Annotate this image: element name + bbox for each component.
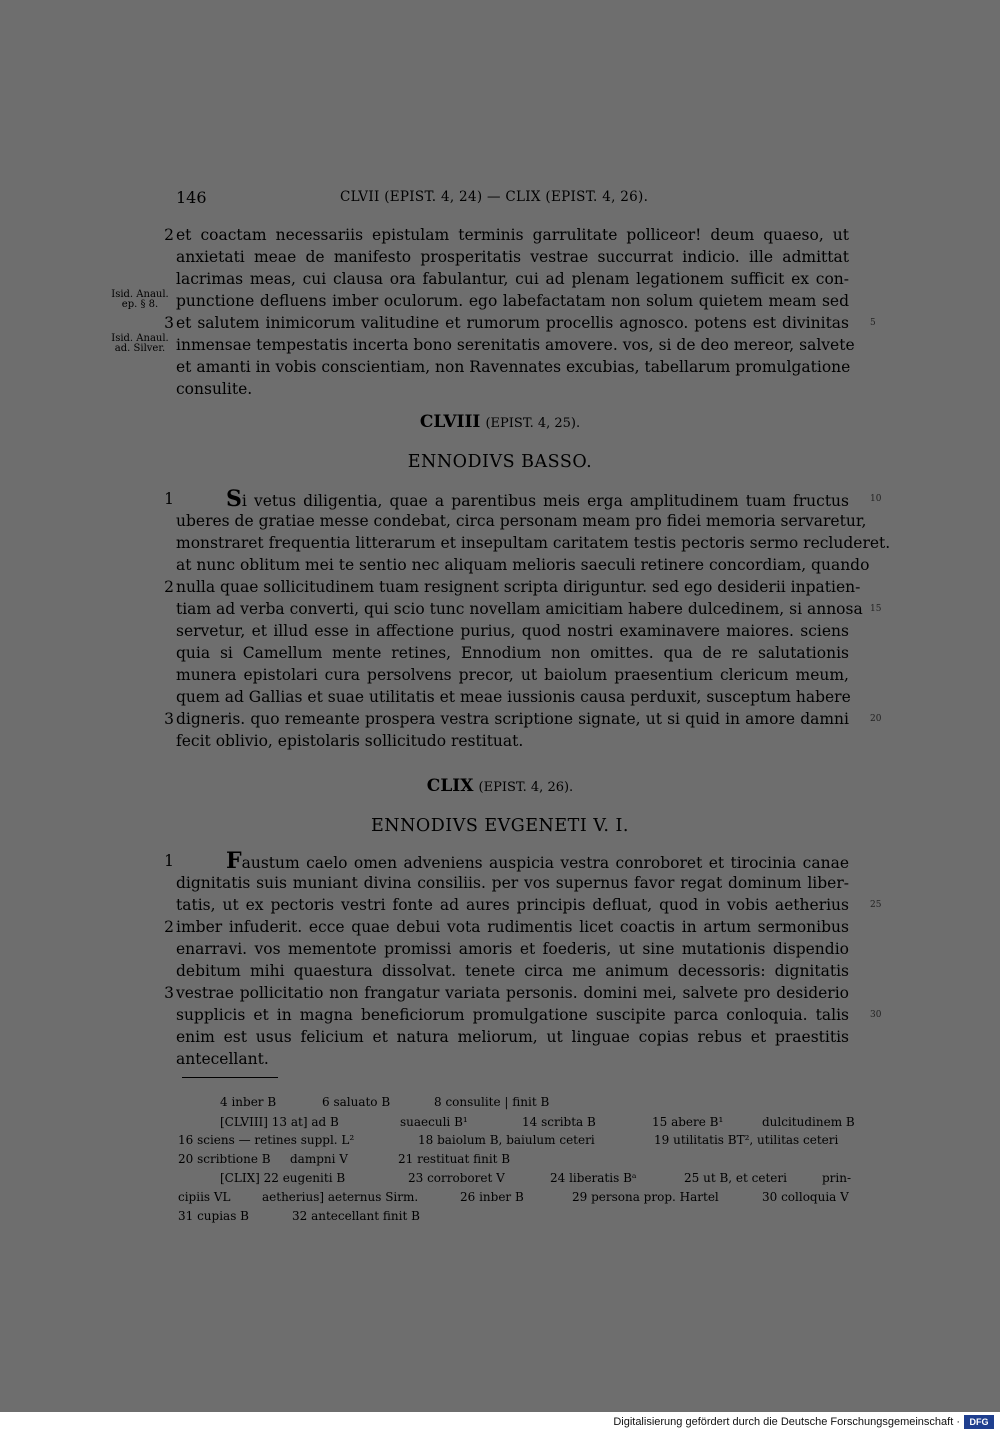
line-number: 2 — [164, 226, 174, 244]
text-line: munera epistolari cura persolvens precor, ut baiolum praesentium clericum meum, — [176, 666, 849, 684]
letter-heading — [0, 412, 1000, 432]
footnote-entry: dampni V — [290, 1152, 348, 1166]
text-line: et coactam necessariis epistulam terminis garrulitate polliceor! deum quaeso, ut — [176, 226, 849, 244]
margin-reference: Isid. Anaul. ep. § 8. — [111, 289, 169, 310]
line-number: 3 — [164, 984, 174, 1002]
footnote-entry: 6 saluato B — [322, 1095, 391, 1109]
footnote-entry: 30 colloquia V — [762, 1190, 849, 1204]
right-line-number: 15 — [870, 604, 882, 614]
text-line-first — [226, 850, 849, 872]
right-line-number: 5 — [870, 318, 876, 328]
text-line: uberes de gratiae messe condebat, circa personam meam pro fidei memoria servaretur, — [176, 512, 867, 530]
text-line: nulla quae sollicitudinem tuam resignent scripta diriguntur. sed ego desiderii inpatien- — [176, 578, 861, 596]
text-line: quem ad Gallias et suae utilitatis et meae iussionis causa perduxit, susceptum habere — [176, 688, 851, 706]
footnote-entry: 29 persona prop. Hartel — [572, 1190, 719, 1204]
letter-heading — [0, 776, 1000, 796]
footnote-entry: 23 corroboret V — [408, 1171, 505, 1185]
text-line: debitum mihi quaestura dissolvat. tenete circa me animum decessoris: dignitatis — [176, 962, 849, 980]
text-line: quia si Camellum mente retines, Ennodium non omittes. qua de re salutationis — [176, 644, 849, 662]
right-line-number: 25 — [870, 900, 882, 910]
initial-letter: S — [226, 486, 242, 512]
text-line: punctione defluens imber oculorum. ego labefactatam non solum quietem meam sed — [176, 292, 849, 310]
footnote-entry: 24 liberatis Bᵃ — [550, 1171, 637, 1185]
footnote-entry: 8 consulite | finit B — [434, 1095, 550, 1109]
text-line: enarravi. vos mementote promissi amoris et foederis, ut sine mutationis dispendio — [176, 940, 849, 958]
footnote-entry: 25 ut B, et ceteri — [684, 1171, 787, 1185]
footnote-entry: 20 scribtione B — [178, 1152, 271, 1166]
footnote-entry: 4 inber B — [220, 1095, 277, 1109]
text-line: at nunc oblitum mei te sentio nec aliquam melioris saeculi retinere concordiam, quando — [176, 556, 870, 574]
footnote-entry: 21 restituat finit B — [398, 1152, 511, 1166]
line-number: 2 — [164, 918, 174, 936]
page-number: 146 — [176, 188, 207, 207]
letter-address: ENNODIVS BASSO. — [407, 452, 593, 472]
digitization-footer — [0, 1412, 1000, 1434]
text-line: servetur, et illud esse in affectione purius, quod nostri examinavere maiores. sciens — [176, 622, 849, 640]
text-line: vestrae pollicitatio non frangatur variata personis. domini mei, salvete pro desiderio — [176, 984, 849, 1002]
footnote-entry: prin- — [822, 1171, 852, 1185]
footnote-entry: [CLIX] 22 eugeniti B — [220, 1171, 346, 1185]
text-line: dignitatis suis muniant divina consiliis. per vos supernus favor regat dominum liber- — [176, 874, 849, 892]
text-line: et salutem inimicorum valitudine et rumorum procellis agnosco. potens est divinitas — [176, 314, 849, 332]
footnote-entry: 15 abere B¹ — [652, 1115, 724, 1129]
text-line: consulite. — [176, 380, 253, 398]
text-line: fecit oblivio, epistolaris sollicitudo restituat. — [176, 732, 524, 750]
footnote-entry: 18 baiolum B, baiulum ceteri — [418, 1133, 595, 1147]
line-number: 2 — [164, 578, 174, 596]
margin-reference: Isid. Anaul. ad. Silver. — [111, 333, 169, 354]
text-line: et amanti in vobis conscientiam, non Ravennates excubias, tabellarum promulgatione — [176, 358, 851, 376]
running-title: CLVII (EPIST. 4, 24) — CLIX (EPIST. 4, 26). — [340, 189, 649, 205]
footnote-entry: 26 inber B — [460, 1190, 524, 1204]
footnote-rule — [182, 1077, 278, 1078]
text-line: digneris. quo remeante prospera vestra scriptione signate, ut si quid in amore damni — [176, 710, 849, 728]
footnote-entry: cipiis VL — [178, 1190, 231, 1204]
footnote-entry: 31 cupias B — [178, 1209, 249, 1223]
footnote-entry: dulcitudinem B — [762, 1115, 855, 1129]
text-line: tiam ad verba converti, qui scio tunc novellam amicitiam habere dulcedinem, si annosa — [176, 600, 863, 618]
footnote-entry: suaeculi B¹ — [400, 1115, 468, 1129]
text-line: i vetus diligentia, quae a parentibus meis erga amplitudinem tuam fructus — [241, 492, 849, 510]
right-line-number: 10 — [870, 494, 882, 504]
text-line: lacrimas meas, cui clausa ora fabulantur, cui ad plenam legationem sufficit ex con- — [176, 270, 849, 288]
letter-source: (EPIST. 4, 26). — [478, 780, 574, 795]
text-line: antecellant. — [176, 1050, 269, 1068]
footnote-entry: [CLVIII] 13 at] ad B — [220, 1115, 339, 1129]
footnote-entry: 16 sciens — retines suppl. L² — [178, 1133, 355, 1147]
funding-notice: Digitalisierung gefördert durch die Deutsche Forschungsgemeinschaft · — [613, 1416, 960, 1428]
text-line-first — [226, 488, 849, 510]
line-number: 1 — [164, 490, 174, 508]
right-line-number: 20 — [870, 714, 882, 724]
footnote-entry: 32 antecellant finit B — [292, 1209, 420, 1223]
text-line: enim est usus felicium et natura meliorum, ut linguae copias rebus et praestitis — [176, 1028, 849, 1046]
line-number: 3 — [164, 710, 174, 728]
right-line-number: 30 — [870, 1010, 882, 1020]
initial-letter: F — [226, 848, 242, 874]
text-line: tatis, ut ex pectoris vestri fonte ad aures principis defluat, quod in vobis aetherius — [176, 896, 849, 914]
letter-source: (EPIST. 4, 25). — [485, 416, 581, 431]
text-line: anxietati meae de manifesto prosperitatis vestrae succurrat indicio. ille admittat — [176, 248, 849, 266]
footnote-entry: aetherius] aeternus Sirm. — [262, 1190, 419, 1204]
line-number: 3 — [164, 314, 174, 332]
footnote-entry: 19 utilitatis BT², utilitas ceteri — [654, 1133, 839, 1147]
letter-number: CLIX — [426, 776, 474, 796]
text-line: austum caelo omen adveniens auspicia vestra conroboret et tirocinia canae — [241, 854, 849, 872]
letter-address: ENNODIVS EVGENETI V. I. — [371, 816, 629, 836]
footnote-entry: 14 scribta B — [522, 1115, 596, 1129]
text-line: imber infuderit. ecce quae debui vota rudimentis licet coactis in artum sermonibus — [176, 918, 849, 936]
letter-number: CLVIII — [419, 412, 481, 432]
text-line: supplicis et in magna beneficiorum promulgatione suscipite parca conloquia. talis — [176, 1006, 849, 1024]
dfg-logo: DFG — [964, 1415, 994, 1429]
text-line: inmensae tempestatis incerta bono serenitatis amovere. vos, si de deo mereor, salvete — [176, 336, 855, 354]
line-number: 1 — [164, 852, 174, 870]
text-line: monstraret frequentia litterarum et insepultam caritatem testis pectoris sermo recluderet. — [176, 534, 891, 552]
